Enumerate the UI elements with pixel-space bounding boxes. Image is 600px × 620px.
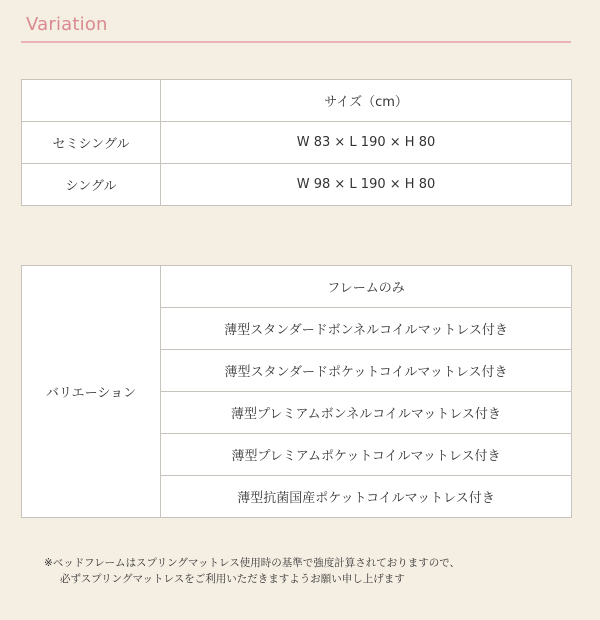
footnote-line: 必ずスプリングマットレスをご利用いただきますようお願い申し上げます: [60, 573, 405, 585]
variation-label-cell: バリエーション: [22, 266, 161, 518]
table-row: [22, 164, 572, 206]
variation-item: 薄型スタンダードポケットコイルマットレス付き: [161, 350, 572, 392]
dimension-cell: W 83 × L 190 × H 80: [161, 122, 572, 164]
footnote-line: ※ベッドフレームはスプリングマットレス使用時の基準で強度計算されておりますので、: [44, 557, 460, 569]
variation-item: フレームのみ: [161, 266, 572, 308]
variation-item: 薄型スタンダードボンネルコイルマットレス付き: [161, 308, 572, 350]
table-row: [22, 80, 572, 122]
footnote: [44, 555, 460, 587]
table-corner-cell: [22, 80, 161, 122]
variation-item: 薄型抗菌国産ポケットコイルマットレス付き: [161, 476, 572, 518]
variation-item: 薄型プレミアムポケットコイルマットレス付き: [161, 434, 572, 476]
heading-divider: [21, 41, 571, 43]
table-row: [22, 266, 572, 308]
variation-table: [21, 265, 572, 518]
size-column-header: サイズ（cm）: [161, 80, 572, 122]
variation-item: 薄型プレミアムボンネルコイルマットレス付き: [161, 392, 572, 434]
model-name-cell: シングル: [22, 164, 161, 206]
dimension-cell: W 98 × L 190 × H 80: [161, 164, 572, 206]
section-heading: Variation: [26, 14, 108, 35]
model-name-cell: セミシングル: [22, 122, 161, 164]
table-row: [22, 122, 572, 164]
size-table: [21, 79, 572, 206]
